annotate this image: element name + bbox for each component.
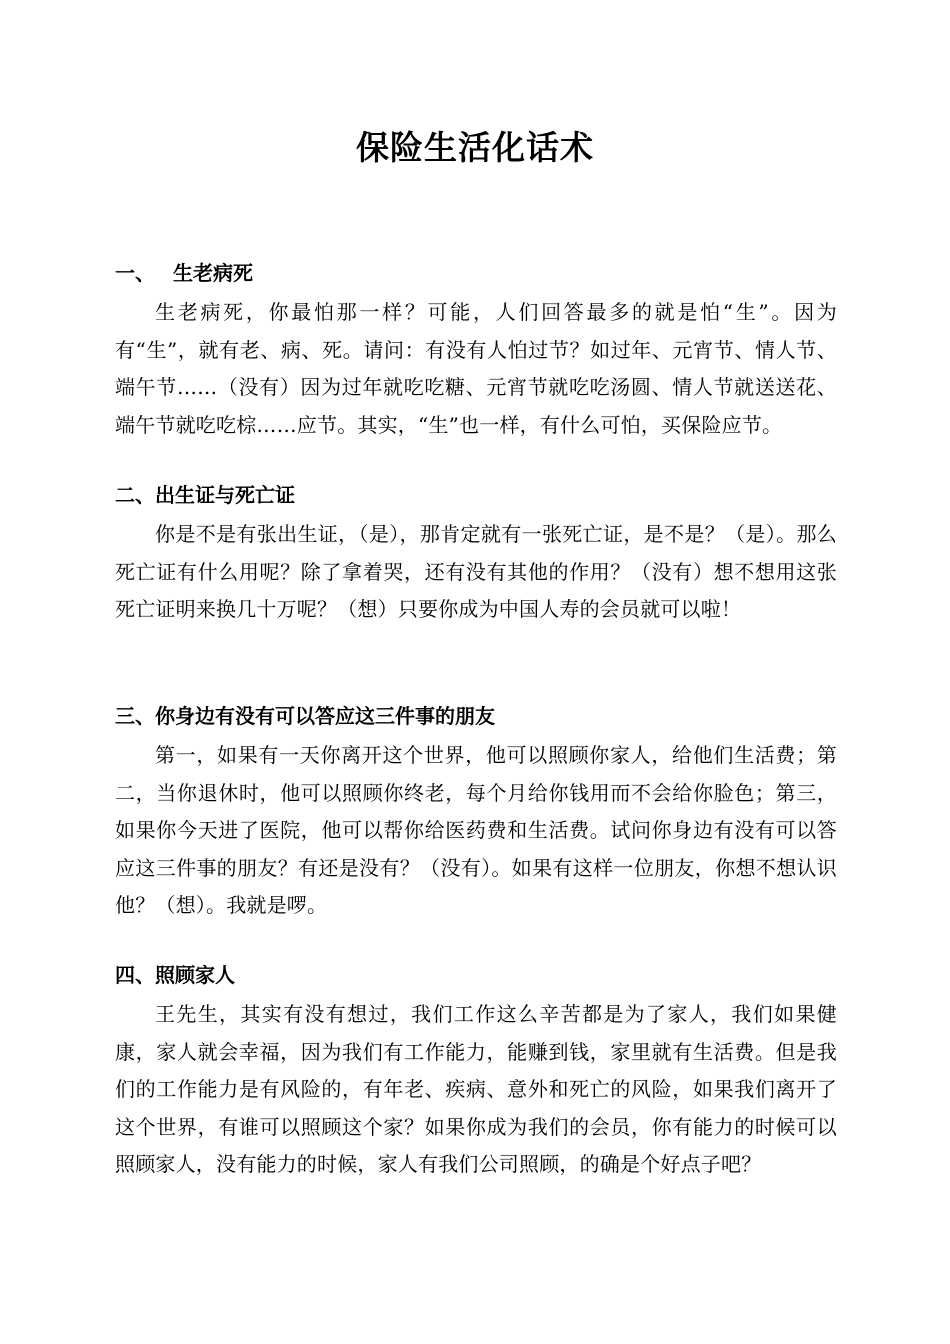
section-3-body: 第一，如果有一天你离开这个世界，他可以照顾你家人，给他们生活费；第二，当你退休时，他可以照顾你终老，每个月给你钱用而不会给你脸色；第三，如果你今天进了医院，他可以帮你给医药费和生活费。试问你身边有没有可以答应这三件事的朋友？有还是没有？（没有）。如果有这样一位朋友，你想不想认识他？（想）。我就是啰。	[115, 743, 837, 917]
section-3-number: 三、	[115, 704, 155, 728]
section-1-heading-text: 生老病死	[173, 261, 253, 285]
section-2-heading-text: 出生证与死亡证	[155, 483, 295, 507]
section-4-body: 王先生，其实有没有想过，我们工作这么辛苦都是为了家人，我们如果健康，家人就会幸福，因为我们有工作能力，能赚到钱，家里就有生活费。但是我们的工作能力是有风险的，有年老、疾病、意外和死亡的风险，如果我们离开了这个世界，有谁可以照顾这个家？如果你成为我们的会员，你有能力的时候可以照顾家人，没有能力的时候，家人有我们公司照顾，的确是个好点子吧？	[115, 1002, 837, 1176]
section-4-number: 四、	[115, 963, 155, 987]
section-4-heading	[115, 960, 837, 990]
section-1-heading	[115, 258, 837, 288]
section-2-number: 二、	[115, 483, 155, 507]
section-2-body: 你是不是有张出生证，（是），那肯定就有一张死亡证，是不是？（是）。那么死亡证有什么用呢？除了拿着哭，还有没有其他的作用？（没有）想不想用这张死亡证明来换几十万呢？（想）只要你成为中国人寿的会员就可以啦！	[115, 522, 837, 621]
section-2	[115, 480, 837, 629]
section-1-number: 一、	[115, 261, 155, 285]
section-3	[115, 701, 837, 925]
section-4	[115, 960, 837, 1184]
section-2-heading	[115, 480, 837, 510]
section-1-body: 生老病死，你最怕那一样？可能，人们回答最多的就是怕“生”。因为有“生”，就有老、病、死。请问：有没有人怕过节？如过年、元宵节、情人节、端午节……（没有）因为过年就吃吃糖、元宵节就吃吃汤圆、情人节就送送花、端午节就吃吃棕……应节。其实，“生”也一样，有什么可怕，买保险应节。	[115, 300, 837, 437]
section-3-heading-text: 你身边有没有可以答应这三件事的朋友	[155, 704, 495, 728]
section-3-heading	[115, 701, 837, 731]
document-title: 保险生活化话术	[356, 128, 594, 167]
section-4-heading-text: 照顾家人	[155, 963, 235, 987]
section-1	[115, 258, 837, 444]
